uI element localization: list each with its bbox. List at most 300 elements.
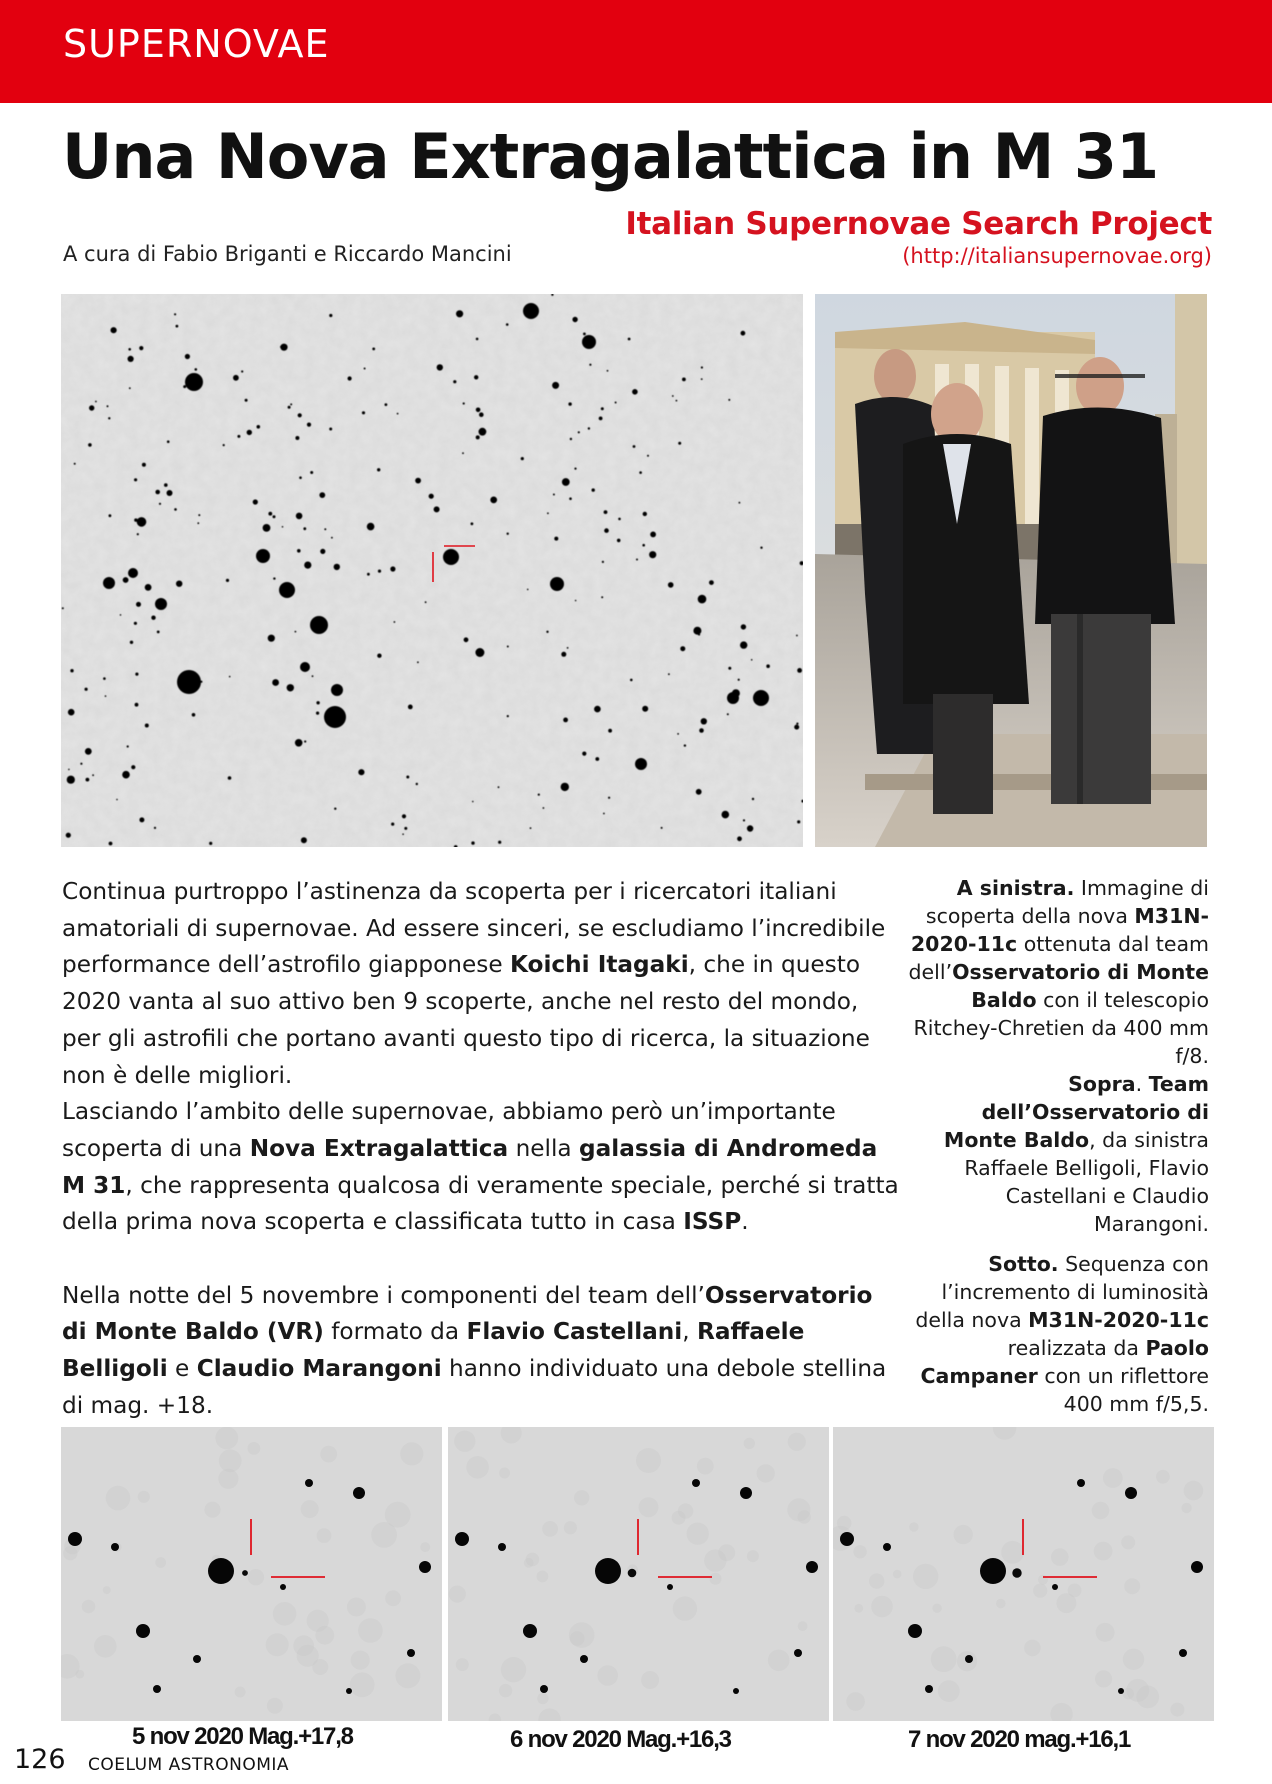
star [498,786,500,788]
star [738,679,740,681]
star [155,598,167,610]
nova-star [242,1570,248,1576]
star [135,703,139,707]
star [696,789,702,795]
star [580,1655,588,1663]
star [256,549,270,563]
star [583,333,586,336]
star [208,1558,234,1584]
star [304,740,306,742]
star [131,765,135,769]
star [290,403,292,405]
star [268,512,272,516]
star [1191,1561,1203,1573]
star [701,378,703,380]
star [316,701,319,704]
star [123,577,129,583]
star [280,346,282,348]
star [667,1584,673,1590]
star [1052,1584,1058,1590]
star [372,348,375,351]
star [157,631,160,634]
star [595,1558,621,1584]
star [766,664,770,668]
body-paragraph-2: Lasciando l’ambito delle supernovae, abbiamo però un’importante scoperta di una Nova Extragalattica nella galassia di Andromeda M 31, che rappresenta qualcosa di veramente speciale, perché si tratta della prima nova scoperta e classificata tutto in casa ISSP. [62,1098,899,1236]
star [677,733,679,735]
star [279,582,295,598]
page-number: 126 [14,1744,66,1775]
star [402,814,406,818]
star [727,713,729,715]
star [684,744,686,746]
star [111,327,117,333]
star [601,596,603,598]
star [741,331,746,336]
star [95,401,97,403]
star [192,713,196,717]
star [68,709,75,716]
star [164,483,168,487]
star [358,769,364,775]
star [728,667,731,670]
star [728,399,730,401]
star [334,808,336,810]
star [167,440,170,443]
star [301,837,307,843]
star [183,385,186,388]
star [103,677,106,680]
star [319,492,325,498]
star [521,457,524,460]
star [128,356,134,362]
sequence-label-2: 6 nov 2020 Mag.+16,3 [510,1726,731,1753]
star [197,522,199,524]
star [701,718,707,724]
star [228,776,232,780]
star [578,431,580,433]
star [272,679,279,686]
star [592,488,595,491]
star [348,376,352,380]
star [737,836,742,841]
star [324,528,326,530]
star [109,514,112,517]
star [980,1558,1006,1584]
caption-left: A sinistra. Immagine di scoperta della nova M31N-2020-11c ottenuta dal team dell’Osservatorio di Monte Baldo con il telescopio Ritchey-Chretien da 400 mm f/8. [908,876,1209,1068]
star [135,673,138,676]
star [608,797,610,799]
star [796,635,798,637]
star [561,652,566,657]
star [364,368,366,370]
caption-below: Sotto. Sequenza con l’incremento di luminosità della nova M31N-2020-11c realizzata da Paolo Campaner con un riflettore 400 mm f/5,5. [915,1252,1209,1416]
star [760,547,762,549]
star [463,402,465,404]
star [103,577,115,589]
star [462,452,464,454]
star [547,512,549,514]
star [233,375,239,381]
body-paragraph-3: Nella notte del 5 novembre i componenti del team dell’Osservatorio di Monte Baldo (VR) formato da Flavio Castellani, Raffaele Belligoli e Claudio Marangoni hanno individuato una debole stellina di mag. +18. [62,1281,887,1419]
star [139,817,144,822]
star [540,1685,548,1693]
star [588,427,590,429]
star [128,568,138,578]
star [68,769,70,771]
star [223,444,225,446]
star [604,528,609,533]
team-photo-svg [815,294,1207,847]
star [840,1532,854,1546]
star [273,577,275,579]
star [62,607,64,609]
star [329,314,332,317]
discovery-image [61,294,803,847]
star [142,463,146,467]
star [307,423,311,427]
star [402,833,404,835]
figure-caption [905,874,1209,1418]
star [237,435,240,438]
star [177,670,201,694]
sequence-svg-1 [61,1427,442,1721]
star [925,1685,933,1693]
star [320,549,325,554]
star [136,602,141,607]
star [394,621,396,623]
star [507,715,509,717]
sequence-label-1: 5 nov 2020 Mag.+17,8 [132,1723,353,1750]
star [85,748,92,755]
star [743,819,745,821]
caption-above: Sopra. Team dell’Osservatorio di Monte Baldo, da sinistra Raffaele Belligoli, Flavio Castellani e Claudio Marangoni. [943,1072,1209,1236]
star [635,758,647,770]
starfield-svg [61,294,803,847]
star [796,723,798,725]
star [346,1688,352,1694]
star [297,549,301,553]
star [668,582,674,588]
star [698,633,700,635]
star [86,778,90,782]
star [324,706,346,728]
star [415,478,421,484]
sequence-svg-2 [448,1427,829,1721]
star [732,689,740,697]
star [134,478,137,481]
star [633,445,636,448]
star [751,659,753,661]
star [310,471,313,474]
star [391,823,394,826]
star [295,631,297,633]
nova-star [1012,1568,1021,1577]
star [312,675,314,677]
star [174,313,176,315]
star [128,348,131,351]
star [241,370,243,372]
star [589,364,591,366]
star [603,813,605,815]
star [154,827,156,829]
star [1125,1487,1137,1499]
star [550,577,564,591]
star [506,323,509,326]
star [678,442,681,445]
star [385,403,388,406]
byline: A cura di Fabio Briganti e Riccardo Mancini [63,242,512,266]
star [1179,1649,1187,1657]
star [406,776,409,779]
star [554,537,558,541]
star [107,405,109,407]
star [185,354,190,359]
team-photo [815,294,1207,847]
star [608,729,612,733]
star [310,616,328,634]
star [797,668,802,673]
star [453,380,456,383]
star [740,1487,752,1499]
star [316,712,319,715]
star [153,1685,161,1693]
star [553,494,555,496]
star [471,522,474,525]
star [108,417,110,419]
star [602,561,604,563]
star [676,400,678,402]
star [122,771,130,779]
star [672,395,674,397]
star [543,807,545,809]
star [908,1624,922,1638]
star [167,490,173,496]
star [120,614,122,616]
star [601,407,604,410]
star [575,600,577,602]
star [490,497,497,504]
star [794,1649,802,1657]
star [618,518,621,521]
star [416,783,418,785]
star [741,624,746,629]
star [92,774,94,776]
star [198,514,200,516]
star [299,476,302,479]
section-label: SUPERNOVAE [63,22,330,66]
star [295,436,299,440]
star [630,679,633,682]
star [498,1543,506,1551]
star [378,570,381,573]
star [130,641,133,644]
star [174,508,177,511]
star [226,579,229,582]
star [296,513,303,520]
star [604,510,608,514]
star [546,631,548,633]
star [437,364,443,370]
star [599,417,603,421]
star [362,411,365,414]
star [628,338,631,341]
star [145,724,149,728]
star [1077,1479,1085,1487]
star [404,827,407,830]
star [176,325,179,328]
star [200,681,202,683]
star [574,468,576,470]
star [567,647,569,649]
star [263,524,271,532]
star [85,688,88,691]
star [698,595,707,604]
star [965,1655,973,1663]
star [562,478,570,486]
star [753,690,769,706]
body-paragraph-1: Continua purtroppo l’astinenza da scoperta per i ricercatori italiani amatoriali di supernovae. Ad essere sinceri, se escludiamo l’incredibile performance dell’astrofilo giapponese Koichi Itagaki, che in questo 2020 vanta al suo attivo ben 9 scoperte, anche nel resto del mondo, per gli astrofili che portano avanti questo tipo di ricerca, la situazione non è delle migliori. [62,878,886,1089]
star [305,1479,313,1487]
star [701,366,703,368]
nova-star [628,1569,637,1578]
star [273,515,276,518]
star [257,425,261,429]
star [806,1561,818,1573]
star [615,402,617,404]
star [563,718,568,723]
star [137,517,147,527]
star [636,559,638,561]
star [570,438,572,440]
star [582,752,586,756]
star [268,635,275,642]
star [464,637,469,642]
star [298,413,302,417]
star [475,648,484,657]
star [193,1655,201,1663]
star [185,373,203,391]
star [649,551,656,558]
star [523,1624,537,1638]
star [883,1543,891,1551]
star [607,370,609,372]
star [582,335,596,349]
star [109,842,113,846]
star [417,661,419,663]
star [155,490,160,495]
star [569,497,572,500]
star [304,562,311,569]
star [209,842,212,845]
star [507,646,509,648]
star [797,820,800,823]
star [247,430,252,435]
star [367,523,375,531]
star [245,399,248,402]
sequence-image-1 [61,1427,442,1721]
star [300,662,310,672]
star [88,443,92,447]
star [538,794,540,796]
star [443,549,459,565]
star [282,526,284,528]
star [390,566,395,571]
star [647,455,649,457]
star [693,627,701,635]
section-banner [0,0,1272,103]
star [661,827,663,829]
star [476,338,479,341]
star [479,428,487,436]
star [331,684,343,696]
star [643,512,647,516]
star [136,1624,150,1638]
star [507,533,509,535]
star [617,539,621,543]
star [334,564,340,570]
star [680,646,685,651]
star [89,405,94,410]
star [595,757,599,761]
star [145,584,152,591]
star [105,695,107,697]
sequence-image-3 [833,1427,1214,1721]
star [195,368,198,371]
star [127,745,129,747]
article-body [62,874,900,1425]
star [116,799,118,801]
star [176,581,182,587]
star [1118,1688,1124,1694]
star [739,502,741,504]
star [752,798,754,800]
star [709,580,714,585]
star [229,676,231,678]
star [722,811,730,819]
star [682,378,686,382]
star [67,776,75,784]
star [288,406,291,409]
star [474,375,478,379]
star [429,494,434,499]
star [472,801,474,803]
star [498,841,501,844]
star [111,1543,119,1551]
star [151,616,155,620]
star [692,1479,700,1487]
star [139,346,143,350]
project-name: Italian Supernovae Search Project [625,206,1212,242]
star [129,387,131,389]
sequence-image-2 [448,1427,829,1721]
project-url[interactable]: (http://italiansupernovae.org) [902,244,1212,268]
star [632,389,638,395]
star [594,706,601,713]
star [552,382,559,389]
star [456,310,463,317]
star [137,533,139,535]
sequence-svg-3 [833,1427,1214,1721]
star [561,783,569,791]
star [74,463,76,465]
star [70,669,73,672]
star [329,428,332,431]
star [425,601,427,603]
star [530,827,532,829]
star [747,825,753,831]
star [479,412,484,417]
star [476,435,480,439]
